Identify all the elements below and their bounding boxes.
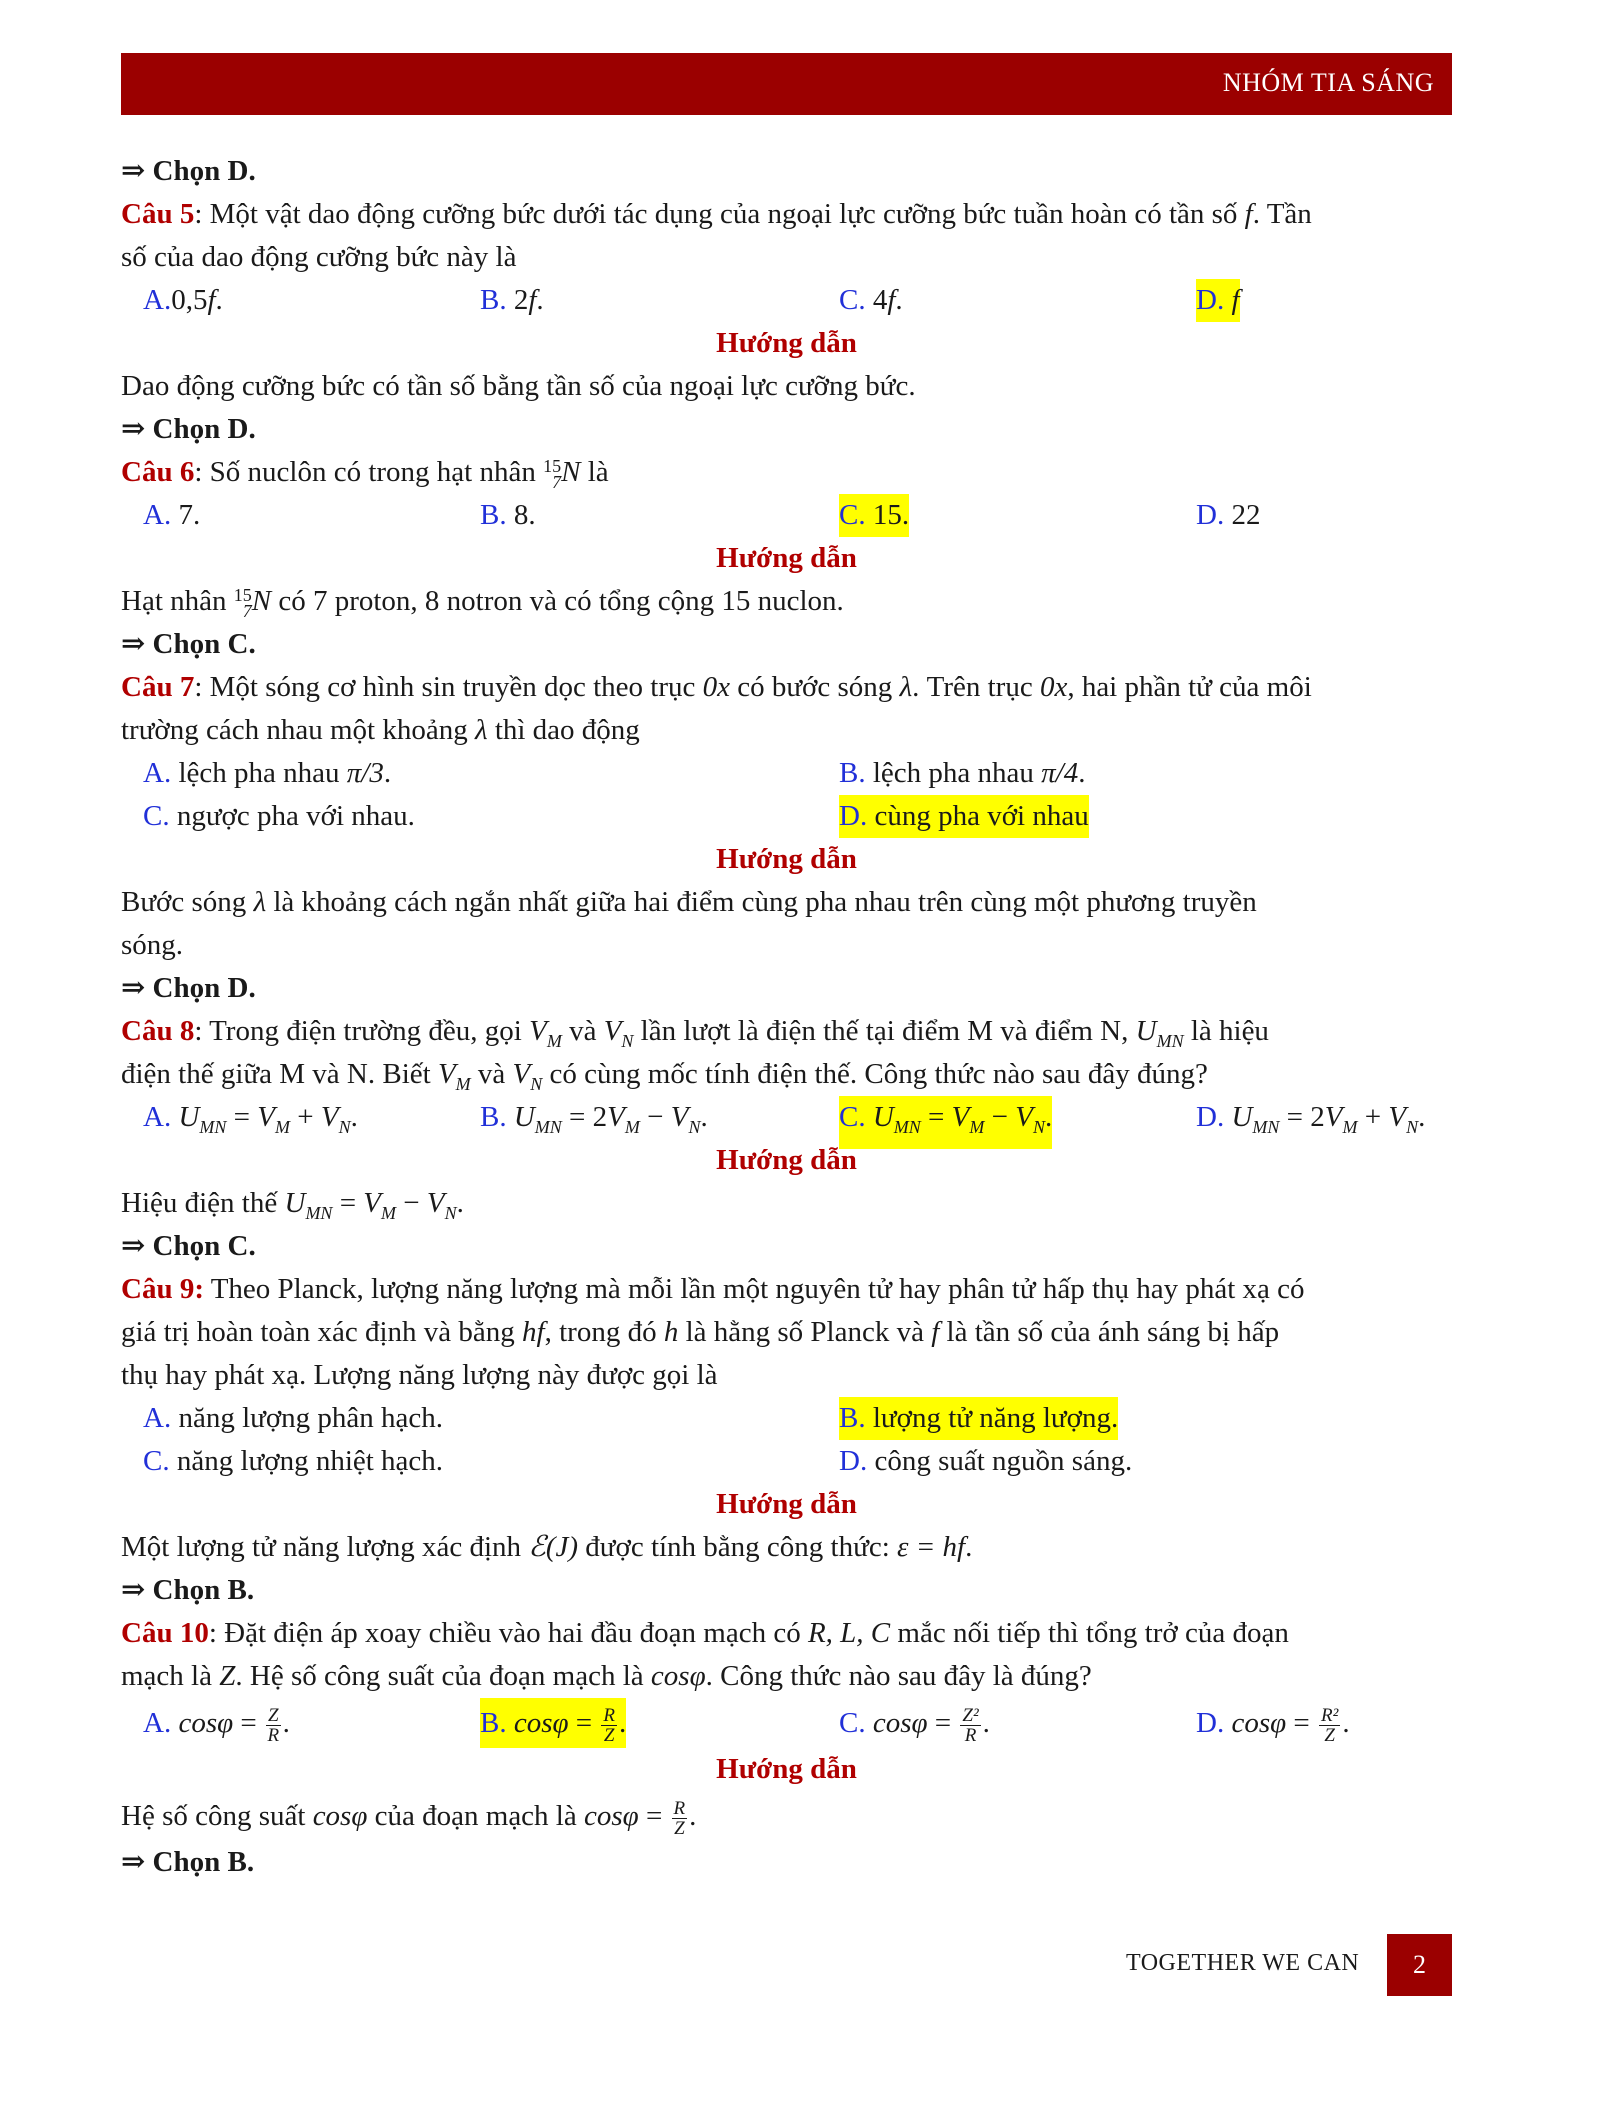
guide-heading: Hướng dẫn — [716, 542, 857, 574]
answer-line: ⇒ Chọn C. — [121, 1230, 256, 1262]
answer-line: ⇒ Chọn B. — [121, 1574, 255, 1606]
explanation-line-2: sóng. — [121, 929, 184, 961]
option-b: B. 8. — [480, 499, 536, 531]
option-c: C. ngược pha với nhau. — [143, 800, 415, 832]
option-d-correct: D. f — [1196, 279, 1240, 322]
question-7-options-row-1 — [121, 752, 1452, 795]
fraction: $\frac{\text{R²}}{Z}$ — [1321, 1704, 1339, 1746]
answer-line: ⇒ Chọn C. — [121, 628, 256, 660]
option-c-correct: C. 15. — [839, 494, 909, 537]
answer-line: ⇒ Chọn B. — [121, 1846, 255, 1878]
answer-line: ⇒ Chọn D. — [121, 972, 256, 1004]
option-c: C. cosφ = $\frac{\text{Z²}}{R}$ . — [839, 1704, 990, 1746]
option-d: D. cosφ = $\frac{\text{R²}}{Z}$ . — [1196, 1704, 1350, 1746]
option-b-correct: B. lượng tử năng lượng. — [839, 1397, 1118, 1440]
option-a: A. cosφ = $\frac{Z}{R}$ . — [143, 1704, 290, 1746]
question-9-line-3: thụ hay phát xạ. Lượng năng lượng này được gọi là — [121, 1359, 718, 1391]
option-a: A. lệch pha nhau π/3. — [143, 757, 392, 789]
question-label: Câu 7 — [121, 671, 195, 703]
question-5-line-1: Câu 5: Một vật dao động cưỡng bức dưới tác dụng của ngoại lực cưỡng bức tuần hoàn có tần số f. Tần — [121, 198, 1312, 230]
option-a: A.0,5f. — [143, 284, 223, 316]
option-b: B. lệch pha nhau π/4. — [839, 757, 1086, 789]
question-6-options — [121, 494, 1452, 537]
option-c: C. năng lượng nhiệt hạch. — [143, 1445, 444, 1477]
question-9-options-row-2 — [121, 1440, 1452, 1483]
question-10-options — [121, 1698, 1452, 1748]
explanation: Hạt nhân 15 7 N có 7 proton, 8 notron và có tổng cộng 15 nuclon. — [121, 585, 844, 622]
option-b: B. 2f. — [480, 284, 544, 316]
fraction: $\frac{Z}{R}$ — [267, 1704, 280, 1746]
footer-slogan: TOGETHER WE CAN — [1126, 1950, 1360, 1976]
header-title: NHÓM TIA SÁNG — [1222, 68, 1434, 97]
option-a: A. năng lượng phân hạch. — [143, 1402, 444, 1434]
option-d: D. $U_{MN} = 2V_M + V_N$. — [1196, 1101, 1426, 1137]
question-10-line-2: mạch là Z. Hệ số công suất của đoạn mạch là cosφ. Công thức nào sau đây là đúng? — [121, 1660, 1092, 1692]
explanation: Hiệu điện thế $U_{MN} = V_M - V_N$. — [121, 1187, 464, 1223]
fraction: $\frac{R}{Z}$ — [673, 1797, 686, 1839]
option-a: A. $U_{MN} = V_M + V_N$. — [143, 1101, 358, 1137]
question-5-line-2: số của dao động cưỡng bức này là — [121, 241, 517, 273]
fraction: $\frac{R}{Z}$ — [603, 1704, 616, 1746]
option-c: C. 4f. — [839, 284, 903, 316]
option-b: B. $U_{MN} = 2V_M - V_N$. — [480, 1101, 708, 1137]
question-7-line-1: Câu 7: Một sóng cơ hình sin truyền dọc theo trục 0x có bước sóng λ. Trên trục 0x, hai phần tử của môi — [121, 671, 1312, 703]
option-d: D. công suất nguồn sáng. — [839, 1445, 1133, 1477]
question-label: Câu 9: — [121, 1273, 204, 1305]
question-10-line-1: Câu 10: Đặt điện áp xoay chiều vào hai đầu đoạn mạch có R, L, C mắc nối tiếp thì tổng trở của đoạn — [121, 1617, 1289, 1649]
question-7-line-2: trường cách nhau một khoảng λ thì dao động — [121, 714, 640, 746]
explanation: Dao động cưỡng bức có tần số bằng tần số của ngoại lực cưỡng bức. — [121, 370, 916, 402]
nucleus-numbers: 15 7 — [543, 456, 562, 493]
question-label: Câu 8 — [121, 1015, 195, 1047]
guide-heading: Hướng dẫn — [716, 1753, 857, 1785]
guide-heading: Hướng dẫn — [716, 327, 857, 359]
question-label: Câu 6 — [121, 456, 195, 488]
page-header — [121, 53, 1452, 115]
question-7-options-row-2 — [121, 795, 1452, 838]
question-5-options — [121, 279, 1452, 322]
question-8-line-2: điện thế giữa M và N. Biết $V_M$ và $V_N$ có cùng mốc tính điện thế. Công thức nào sau đây đúng? — [121, 1058, 1208, 1094]
question-9-options-row-1 — [121, 1397, 1452, 1440]
page-number: 2 — [1387, 1934, 1452, 1996]
explanation-line-1: Bước sóng λ là khoảng cách ngắn nhất giữa hai điểm cùng pha nhau trên cùng một phương truyền — [121, 886, 1257, 918]
question-6-line-1: Câu 6: Số nuclôn có trong hạt nhân 15 7 N là — [121, 456, 609, 493]
guide-heading: Hướng dẫn — [716, 843, 857, 875]
question-label: Câu 10 — [121, 1617, 209, 1649]
option-a: A. 7. — [143, 499, 201, 531]
answer-line: ⇒ Chọn D. — [121, 413, 256, 445]
explanation: Hệ số công suất cosφ của đoạn mạch là cosφ = $\frac{R}{Z}$ . — [121, 1797, 697, 1839]
nucleus-numbers: 15 7 — [233, 585, 252, 622]
question-label: Câu 5 — [121, 198, 195, 230]
question-9-line-1: Câu 9: Theo Planck, lượng năng lượng mà mỗi lần một nguyên tử hay phân tử hấp thụ hay phát xạ có — [121, 1273, 1305, 1305]
explanation: Một lượng tử năng lượng xác định ℰ(J) được tính bằng công thức: ε = hf. — [121, 1531, 973, 1563]
option-c-correct: C. $U_{MN} = V_M - V_N$. — [839, 1096, 1052, 1149]
question-8-options — [121, 1096, 1452, 1139]
question-8-line-1: Câu 8: Trong điện trường đều, gọi $V_M$ và $V_N$ lần lượt là điện thế tại điểm M và điểm N, $U_{MN}$ là hiệu — [121, 1015, 1269, 1051]
document-body — [121, 150, 1452, 1884]
guide-heading: Hướng dẫn — [716, 1488, 857, 1520]
option-d-correct: D. cùng pha với nhau — [839, 795, 1089, 838]
question-9-line-2: giá trị hoàn toàn xác định và bằng hf, trong đó h là hằng số Planck và f là tần số của ánh sáng bị hấp — [121, 1316, 1280, 1348]
option-d: D. 22 — [1196, 499, 1261, 531]
guide-heading: Hướng dẫn — [716, 1144, 857, 1176]
answer-line: ⇒ Chọn D. — [121, 155, 256, 187]
option-b-correct: B. cosφ = $\frac{R}{Z}$ . — [480, 1698, 626, 1748]
fraction: $\frac{\text{Z²}}{R}$ — [962, 1704, 979, 1746]
